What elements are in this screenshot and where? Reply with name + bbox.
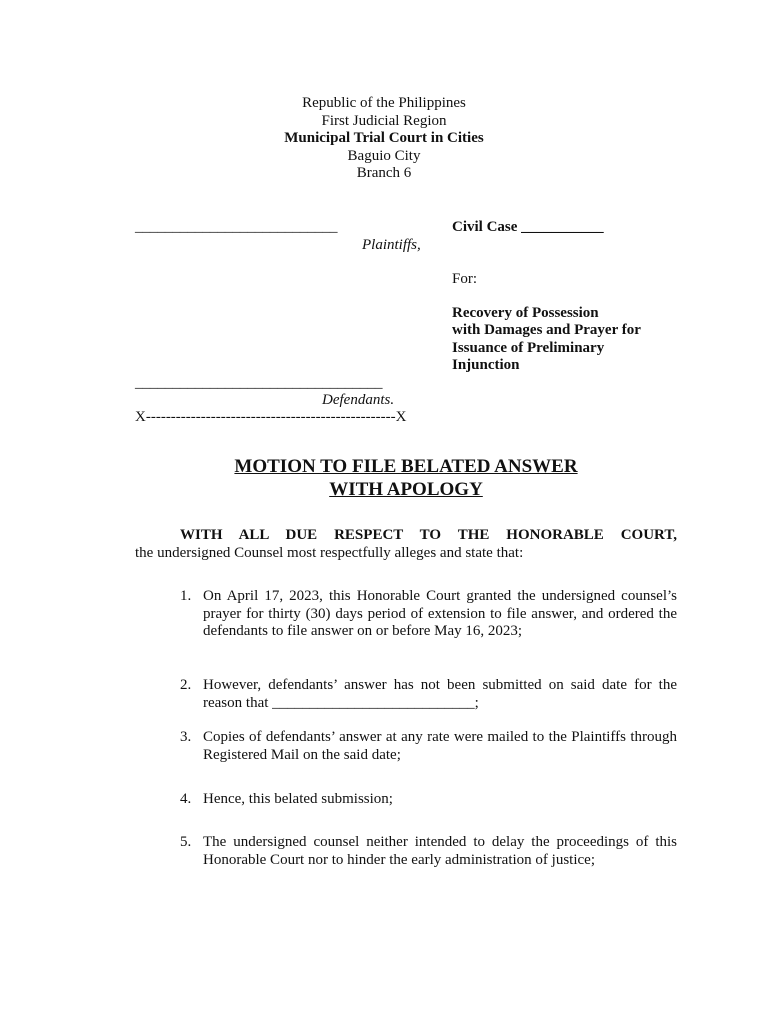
item-text: Copies of defendants’ answer at any rate were mailed to the Plaintiffs through Registered Mail on the said date;	[203, 729, 677, 763]
court-header	[0, 95, 768, 183]
for-label: For:	[452, 271, 478, 287]
plaintiff-blank: ___________________________	[135, 219, 338, 235]
motion-title-line-1: MOTION TO FILE BELATED ANSWER	[234, 456, 578, 477]
item-text: Hence, this belated submission;	[203, 791, 393, 807]
header-region: First Judicial Region	[321, 112, 447, 129]
plaintiff-label: Plaintiffs,	[362, 237, 421, 253]
header-republic: Republic of the Philippines	[302, 95, 466, 111]
header-city: Baguio City	[347, 147, 421, 164]
caption-separator: X--------------------------------------------------X	[135, 409, 407, 425]
item-text: The undersigned counsel neither intended to delay the proceedings of this Honorable Court nor to hinder the early administration of justice;	[203, 834, 677, 868]
case-subject-line-1: Recovery of Possession	[452, 305, 599, 321]
item-number: 3.	[180, 729, 192, 745]
case-subject-line-4: Injunction	[452, 357, 520, 373]
civil-case-number: Civil Case ___________	[452, 219, 604, 235]
item-number: 1.	[180, 588, 192, 604]
item-number: 5.	[180, 834, 192, 850]
defendant-label: Defendants.	[322, 392, 395, 408]
motion-title-line-2: WITH APOLOGY	[329, 479, 483, 500]
item-number: 2.	[180, 677, 192, 693]
case-subject-line-3: Issuance of Preliminary	[452, 340, 605, 356]
defendant-blank: _________________________________	[135, 375, 383, 391]
item-text: On April 17, 2023, this Honorable Court granted the undersigned counsel’s prayer for thirty (30) days period of extension to file answer, and ordered the defendants to file answer on or before May 16, 2023;	[203, 588, 677, 639]
case-subject-line-2: with Damages and Prayer for	[452, 322, 641, 338]
item-text: However, defendants’ answer has not been submitted on said date for the reason that ___________________________;	[203, 677, 677, 711]
intro-lead: WITH ALL DUE RESPECT TO THE HONORABLE COURT,	[180, 527, 677, 543]
header-branch: Branch 6	[356, 165, 412, 181]
motion-title	[0, 455, 768, 501]
header-court: Municipal Trial Court in Cities	[284, 130, 484, 146]
intro-text: the undersigned Counsel most respectfully alleges and state that:	[135, 545, 524, 561]
item-number: 4.	[180, 791, 192, 807]
